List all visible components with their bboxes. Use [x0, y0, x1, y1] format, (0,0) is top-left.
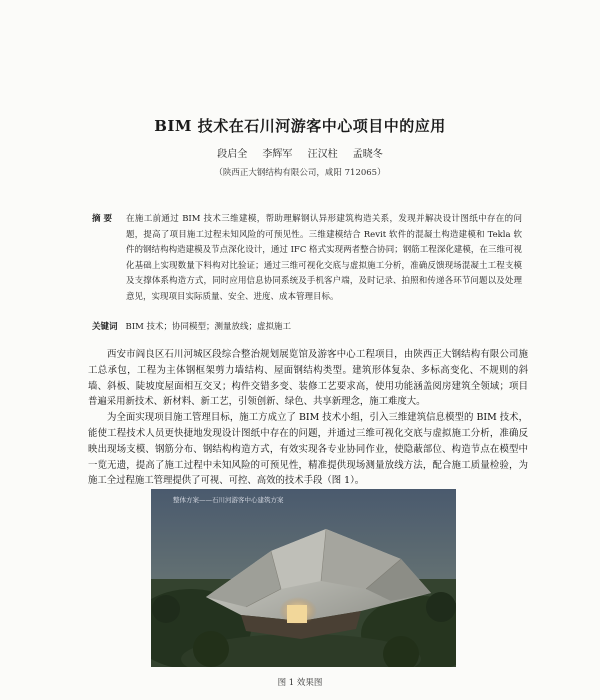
body-paragraph-2: 为全面实现项目施工管理目标，施工方成立了 BIM 技术小组，引入三维建筑信息模型的 BIM 技术，能使工程技术人员更快捷地发现设计图纸中存在的问题，并通过三维可视化交底与虚拟施工分析，准确反映出现场支模、钢筋分布、钢结构构造方式，有效实现各专业协同作业，使隐蔽部位、构造节点在模型中一览无遗，提高了施工过程中未知风险的可预见性，精准提供现场测量放线方法，配合施工质量检验，为施工全过程施工管理提供了可视、可控、高效的技术手段（图 1）。	[88, 412, 528, 487]
author-list: 段启全 李辉军 汪汉柱 孟晓冬	[217, 149, 383, 160]
abstract-label: 摘 要	[92, 214, 112, 224]
affiliation: （陕西正大钢结构有限公司，咸阳 712065）	[214, 168, 386, 178]
paper-title: BIM 技术在石川河游客中心项目中的应用	[154, 117, 446, 135]
building-render-image	[151, 489, 456, 667]
figure-caption: 图 1 效果图	[277, 678, 323, 688]
body-paragraph-1: 西安市阎良区石川河城区段综合整治规划展览馆及游客中心工程项目，由陕西正大钢结构有限公司施工总承包，工程为主体钢框架剪力墙结构、屋面钢结构类型。建筑形体复杂、多标高变化、不规则的斜墙、斜板、陡坡度屋面相互交叉；构件交错多变、装修工艺要求高，使用功能涵盖阅房建筑全领域；项目普遍采用新技术、新材料、新工艺，引领创新、绿色、共享新理念，施工难度大。	[88, 349, 528, 408]
abstract-text: 在施工前通过 BIM 技术三维建模，帮助理解钢认异形建筑构造关系，发现并解决设计图纸中存在的问题，提高了项目施工过程未知风险的可预见性。三维建模结合 Revit 软件的混凝土构造建模和 Tekla 软件的钢结构构造建模及节点深化设计，通过 IFC 格式实现两者整合协同；钢筋工程深化建模，在三维可视化基础上实现数量下料构对比验证；通过三维可视化交底与虚拟施工分析，准确反馈现场混凝土工程支模及支撑体系构造方式，同时应用信息协同系统及手机客户端，及时记录、拍照和传递各环节问题以及处理意见，实现项目实际质量、安全、进度、成本管理目标。	[126, 214, 522, 302]
abstract-section	[92, 212, 522, 305]
keywords-label: 关键词	[92, 322, 118, 332]
figure-rendering	[151, 489, 456, 667]
keywords-section	[92, 320, 522, 332]
body-text	[88, 347, 528, 489]
keywords-text: BIM 技术；协同模型；测量放线；虚拟施工	[125, 322, 292, 332]
figure-overlay-text: 整体方案——石川河游客中心建筑方案	[173, 496, 284, 504]
